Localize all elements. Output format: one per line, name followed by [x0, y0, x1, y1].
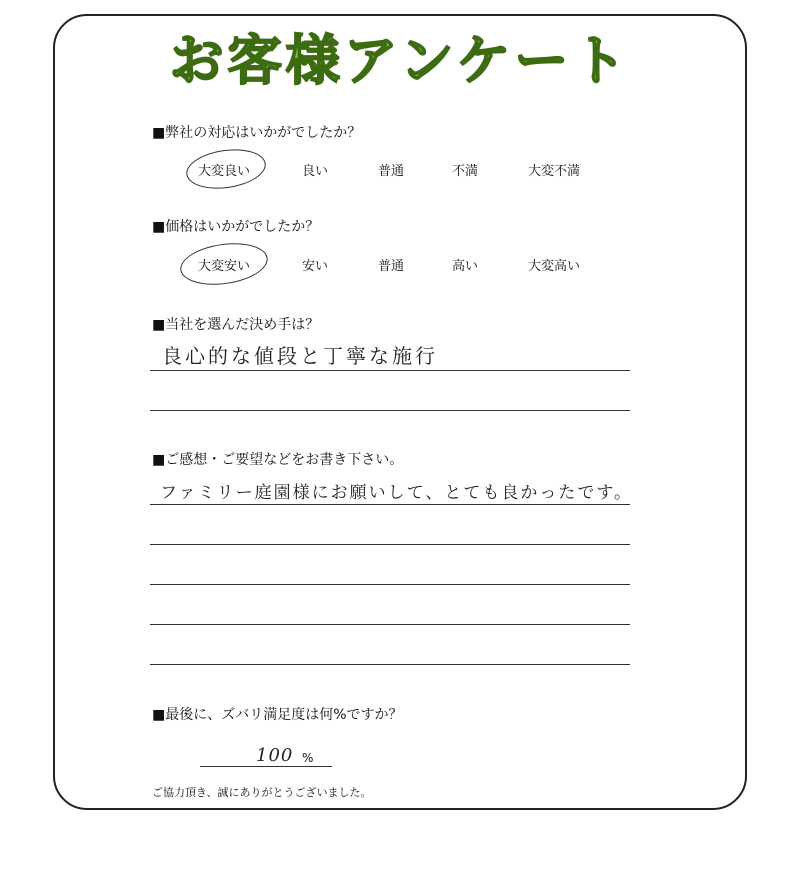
handwritten-satisfaction-value: 100 [256, 745, 294, 766]
question-price: ■価格はいかがでしたか？ [152, 219, 320, 235]
handwritten-reason-answer: 良心的な値段と丁寧な施行 [162, 344, 438, 368]
option-service-very-dissatisfied[interactable]: 大変不満 [528, 164, 581, 179]
option-price-expensive[interactable]: 高い [452, 259, 479, 274]
answer-line [150, 544, 630, 545]
option-service-dissatisfied[interactable]: 不満 [452, 164, 479, 179]
answer-line [150, 664, 630, 665]
question-satisfaction: ■最後に、ズバリ満足度は何%ですか？ [152, 707, 403, 723]
option-price-normal[interactable]: 普通 [378, 259, 405, 274]
answer-line [150, 370, 630, 371]
option-price-very-expensive[interactable]: 大変高い [528, 259, 581, 274]
option-service-normal[interactable]: 普通 [378, 164, 405, 179]
percent-unit: % [302, 751, 314, 765]
question-service: ■弊社の対応はいかがでしたか？ [152, 125, 362, 141]
answer-line [150, 410, 630, 411]
option-price-very-cheap[interactable]: 大変安い [198, 259, 251, 274]
option-service-very-good[interactable]: 大変良い [198, 164, 251, 179]
thank-you-note: ご協力頂き、誠にありがとうございました。 [152, 786, 372, 799]
option-service-good[interactable]: 良い [302, 164, 329, 179]
answer-line [150, 584, 630, 585]
answer-line [200, 766, 332, 767]
question-reason: ■当社を選んだ決め手は？ [152, 317, 320, 333]
page-title: お客様アンケート [169, 29, 631, 92]
answer-line [150, 624, 630, 625]
handwritten-comments-answer: ファミリー庭園様にお願いして、とても良かったです。 [160, 483, 633, 503]
option-price-cheap[interactable]: 安い [302, 259, 329, 274]
question-comments: ■ご感想・ご要望などをお書き下さい。 [152, 452, 404, 468]
answer-line [150, 504, 630, 505]
